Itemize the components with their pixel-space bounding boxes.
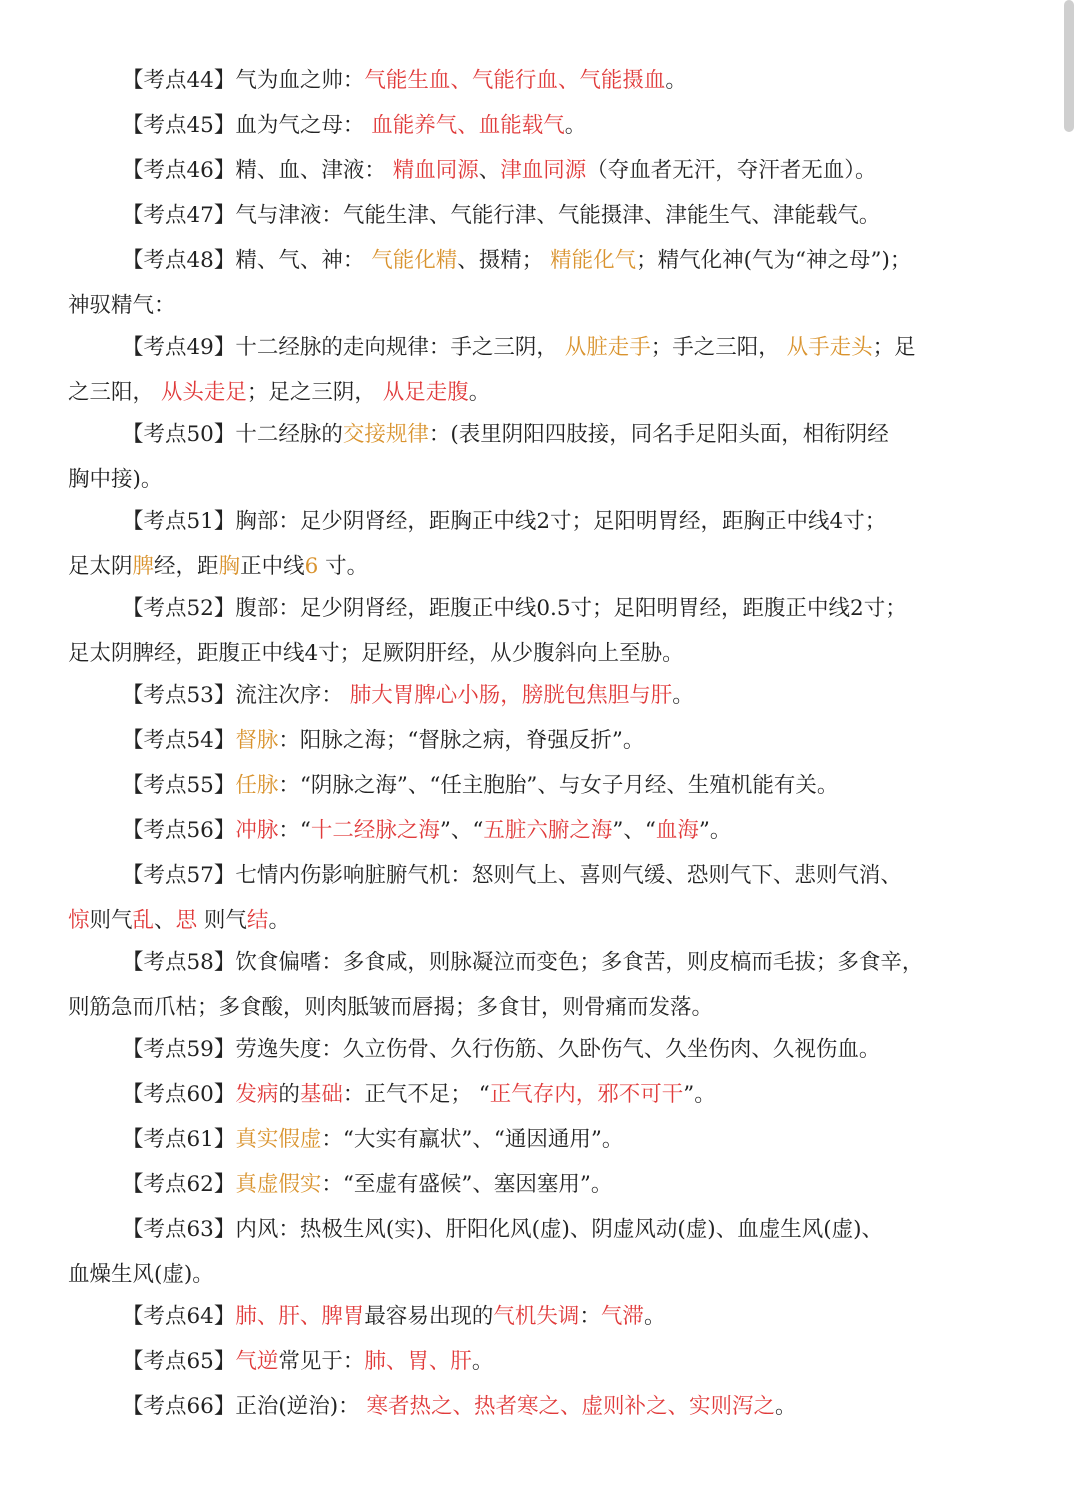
text-segment: 。	[268, 908, 290, 933]
exam-point-59	[68, 1035, 948, 1065]
highlight-red: 气逆	[235, 1349, 279, 1374]
highlight-orange: 胸	[218, 554, 241, 579]
text-segment: ”、“	[612, 818, 656, 843]
text-segment: 【考点55】	[122, 773, 236, 798]
exam-point-58	[68, 948, 948, 1023]
text-segment: 则筋急而爪枯；多食酸，则肉胝皱而唇揭；多食甘，则骨痛而发落。	[68, 995, 714, 1020]
exam-point-50	[68, 420, 948, 495]
text-segment: 【考点44】气为血之帅：	[122, 68, 365, 93]
text-segment: 【考点45】血为气之母：	[122, 113, 372, 138]
text-segment: 。	[471, 1349, 494, 1374]
text-segment: 【考点53】流注次序：	[122, 683, 350, 708]
text-segment: 【考点56】	[122, 818, 236, 843]
text-segment: 【考点57】七情内伤影响脏腑气机：怒则气上、喜则气缓、恐则气下、悲则气消、	[122, 863, 902, 888]
paragraph-line	[68, 1302, 948, 1332]
exam-point-57	[68, 861, 948, 936]
exam-point-64	[68, 1302, 948, 1332]
exam-point-60	[68, 1080, 948, 1110]
paragraph-line	[68, 816, 948, 846]
highlight-red: 结	[246, 908, 269, 933]
text-segment: 正中线	[240, 554, 305, 579]
highlight-orange: 真实假虚	[235, 1127, 322, 1152]
highlight-orange: 从脏走手	[564, 335, 651, 360]
paragraph-line	[68, 726, 948, 756]
paragraph-line	[68, 156, 948, 186]
highlight-red: 寒者热之、热者寒之、虚则补之、实则泻之	[366, 1394, 775, 1419]
highlight-red: 基础	[299, 1082, 343, 1107]
text-segment: （夺血者无汗，夺汗者无血）。	[586, 158, 877, 183]
highlight-red: 思	[175, 908, 198, 933]
exam-point-47	[68, 201, 948, 231]
text-segment: ：“大实有羸状”、“通因通用”。	[321, 1127, 624, 1152]
paragraph-continuation	[68, 1260, 948, 1290]
exam-point-49	[68, 333, 948, 408]
text-segment: 。	[665, 68, 687, 93]
text-segment: 神驭精气：	[68, 293, 176, 318]
text-segment: ”、“	[439, 818, 484, 843]
highlight-red: 肺、肝、脾胃	[235, 1304, 365, 1329]
highlight-red: 肺、胃、肝	[364, 1349, 472, 1374]
text-segment: ：“阴脉之海”、“任主胞胎”、与女子月经、生殖机能有关。	[278, 773, 839, 798]
paragraph-line	[68, 681, 948, 711]
text-segment: 的	[278, 1082, 300, 1107]
text-segment: 。	[643, 1304, 666, 1329]
highlight-red: 气机失调	[493, 1304, 580, 1329]
paragraph-line	[68, 111, 948, 141]
text-segment: 【考点54】	[122, 728, 236, 753]
highlight-red: 从足走腹	[382, 380, 469, 405]
exam-point-63	[68, 1215, 948, 1290]
text-segment: 【考点64】	[122, 1304, 236, 1329]
highlight-orange: 任脉	[235, 773, 279, 798]
text-segment: 【考点59】劳逸失度：久立伤骨、久行伤筋、久卧伤气、久坐伤肉、久视伤血。	[122, 1037, 881, 1062]
text-segment: 【考点49】十二经脉的走向规律：手之三阴，	[122, 335, 565, 360]
text-segment: 经，距	[154, 554, 219, 579]
vertical-scrollbar[interactable]	[1064, 0, 1074, 1512]
paragraph-line	[68, 594, 948, 624]
text-segment: ：正气不足； “	[342, 1082, 490, 1107]
highlight-red: 血海	[655, 818, 699, 843]
highlight-orange: 精能化气	[550, 248, 637, 273]
highlight-red: 五脏六腑之海	[483, 818, 613, 843]
text-segment: 【考点46】精、血、津液：	[122, 158, 393, 183]
paragraph-continuation	[68, 291, 948, 321]
paragraph-continuation	[68, 993, 948, 1023]
highlight-red: 血能养气、血能载气	[371, 113, 565, 138]
paragraph-line	[68, 246, 948, 276]
paragraph-continuation	[68, 378, 948, 408]
document-body	[68, 66, 948, 1437]
paragraph-line	[68, 948, 948, 978]
exam-point-52	[68, 594, 948, 669]
highlight-red: 肺大胃脾心小肠，膀胱包焦胆与肝	[349, 683, 673, 708]
text-segment: ；手之三阳，	[650, 335, 787, 360]
highlight-orange: 真虚假实	[235, 1172, 322, 1197]
paragraph-line	[68, 1347, 948, 1377]
highlight-orange: 督脉	[235, 728, 279, 753]
text-segment: ：“至虚有盛候”、塞因塞用”。	[321, 1172, 613, 1197]
text-segment: 血燥生风(虚)。	[68, 1262, 214, 1287]
paragraph-line	[68, 66, 948, 96]
highlight-orange: 交接规律	[342, 422, 429, 447]
exam-point-66	[68, 1392, 948, 1422]
text-segment: 、	[478, 158, 501, 183]
exam-point-51	[68, 507, 948, 582]
text-segment: ：“	[278, 818, 311, 843]
paragraph-line	[68, 1215, 948, 1245]
highlight-orange: 6	[304, 554, 319, 579]
exam-point-62	[68, 1170, 948, 1200]
exam-point-54	[68, 726, 948, 756]
paragraph-continuation	[68, 465, 948, 495]
text-segment: 。	[468, 380, 491, 405]
text-segment: 【考点47】气与津液：气能生津、气能行津、气能摄津、津能生气、津能载气。	[122, 203, 881, 228]
paragraph-continuation	[68, 906, 948, 936]
exam-point-53	[68, 681, 948, 711]
exam-point-45	[68, 111, 948, 141]
text-segment: 。	[672, 683, 694, 708]
text-segment: 【考点61】	[122, 1127, 236, 1152]
highlight-red: 气滞	[600, 1304, 644, 1329]
exam-point-46	[68, 156, 948, 186]
text-segment: 【考点65】	[122, 1349, 236, 1374]
text-segment: ；足	[872, 335, 916, 360]
highlight-red: 津血同源	[500, 158, 587, 183]
paragraph-line	[68, 1125, 948, 1155]
text-segment: 【考点48】精、气、神：	[122, 248, 372, 273]
paragraph-line	[68, 771, 948, 801]
text-segment: 最容易出现的	[364, 1304, 494, 1329]
text-segment: 【考点51】胸部：足少阴肾经，距胸正中线2寸；足阳明胃经，距胸正中线4寸；	[122, 509, 887, 534]
paragraph-line	[68, 507, 948, 537]
highlight-red: 精血同源	[392, 158, 479, 183]
text-segment: 【考点66】正治(逆治)：	[122, 1394, 367, 1419]
text-segment: 之三阳，	[68, 380, 161, 405]
paragraph-line	[68, 1170, 948, 1200]
text-segment: 寸。	[318, 554, 369, 579]
highlight-red: 乱	[132, 908, 155, 933]
text-segment: 【考点50】十二经脉的	[122, 422, 343, 447]
paragraph-continuation	[68, 639, 948, 669]
exam-point-56	[68, 816, 948, 846]
exam-point-61	[68, 1125, 948, 1155]
text-segment: ”。	[683, 1082, 716, 1107]
exam-point-44	[68, 66, 948, 96]
text-segment: 则气	[89, 908, 133, 933]
text-segment: 【考点58】饮食偏嗜：多食咸，则脉凝泣而变色；多食苦，则皮槁而毛拔；多食辛，	[122, 950, 924, 975]
paragraph-line	[68, 333, 948, 363]
text-segment: 【考点60】	[122, 1082, 236, 1107]
exam-point-55	[68, 771, 948, 801]
text-segment: ：	[579, 1304, 601, 1329]
highlight-orange: 气能化精	[371, 248, 458, 273]
text-segment: 胸中接)。	[68, 467, 163, 492]
paragraph-line	[68, 1035, 948, 1065]
scrollbar-thumb[interactable]	[1064, 0, 1074, 132]
paragraph-line	[68, 1080, 948, 1110]
text-segment: 足太阴	[68, 554, 133, 579]
highlight-red: 气能生血、气能行血、气能摄血	[364, 68, 666, 93]
text-segment: 【考点63】内风：热极生风(实)、肝阳化风(虚)、阴虚风动(虚)、血虚生风(虚)、	[122, 1217, 883, 1242]
highlight-red: 惊	[68, 908, 90, 933]
text-segment: 足太阴脾经，距腹正中线4寸；足厥阴肝经，从少腹斜向上至胁。	[68, 641, 684, 666]
text-segment: 。	[564, 113, 587, 138]
text-segment: ：(表里阴阳四肢接，同名手足阳头面，相衔阴经	[428, 422, 889, 447]
highlight-red: 正气存内，邪不可干	[489, 1082, 684, 1107]
text-segment: ；足之三阴，	[246, 380, 383, 405]
paragraph-line	[68, 201, 948, 231]
highlight-red: 发病	[235, 1082, 279, 1107]
highlight-orange: 脾	[132, 554, 155, 579]
text-segment: 、	[154, 908, 176, 933]
text-segment: 【考点52】腹部：足少阴肾经，距腹正中线0.5寸；足阳明胃经，距腹正中线2寸；	[122, 596, 907, 621]
text-segment: 常见于：	[278, 1349, 365, 1374]
highlight-red: 十二经脉之海	[310, 818, 440, 843]
highlight-red: 从头走足	[160, 380, 247, 405]
text-segment: ”。	[698, 818, 732, 843]
paragraph-continuation	[68, 552, 948, 582]
highlight-red: 冲脉	[235, 818, 279, 843]
text-segment: 、摄精；	[457, 248, 551, 273]
paragraph-line	[68, 1392, 948, 1422]
exam-point-65	[68, 1347, 948, 1377]
paragraph-line	[68, 420, 948, 450]
exam-point-48	[68, 246, 948, 321]
text-segment: ；精气化神(气为“神之母”)；	[636, 248, 912, 273]
text-segment: 【考点62】	[122, 1172, 236, 1197]
text-segment: ：阳脉之海；“督脉之病，脊强反折”。	[278, 728, 645, 753]
paragraph-line	[68, 861, 948, 891]
text-segment: 则气	[197, 908, 247, 933]
highlight-orange: 从手走头	[786, 335, 873, 360]
text-segment: 。	[775, 1394, 797, 1419]
